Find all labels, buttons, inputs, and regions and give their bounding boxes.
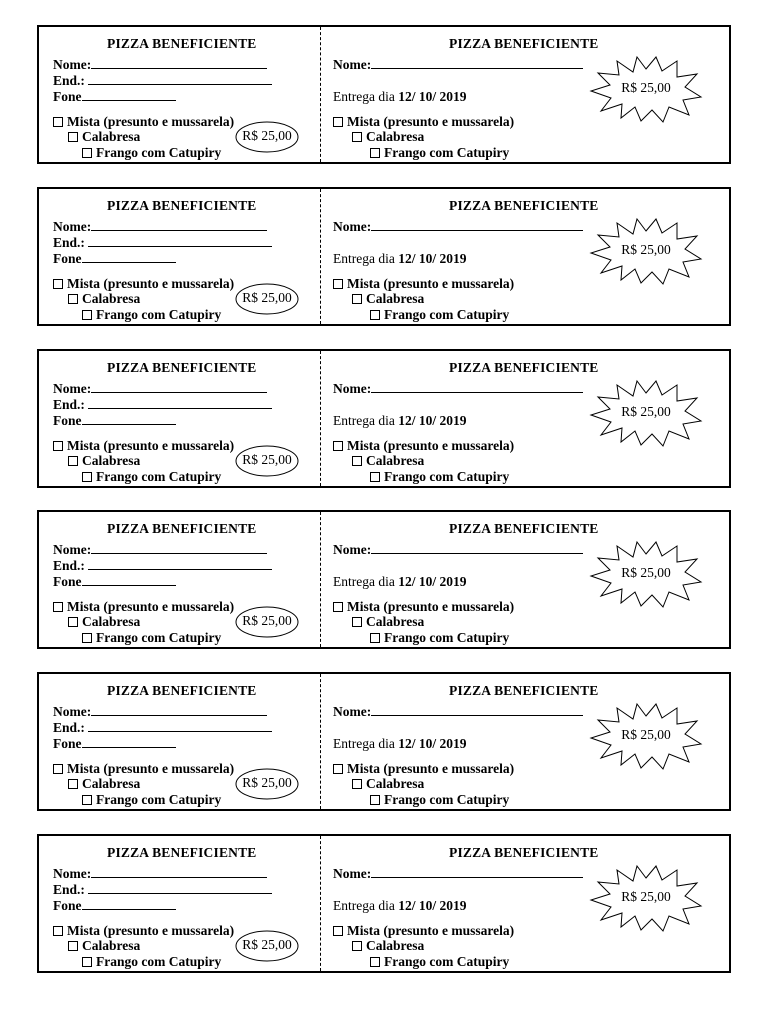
price-label-right: R$ 25,00 [621, 403, 671, 419]
option-frango-label: Frango com Catupiry [96, 306, 222, 322]
delivery-date-value: 12/ 10/ 2019 [398, 412, 467, 428]
checkbox-calabresa[interactable] [68, 132, 78, 142]
option-calabresa-label: Calabresa [82, 129, 141, 144]
name-field-left[interactable] [53, 57, 267, 73]
address-line[interactable] [88, 720, 272, 732]
price-label-right: R$ 25,00 [621, 889, 671, 904]
name-line[interactable] [371, 866, 583, 878]
phone-label: Fone [53, 89, 82, 104]
checkbox-calabresa[interactable] [352, 294, 362, 304]
address-line[interactable] [88, 235, 272, 247]
option-frango-label: Frango com Catupiry [96, 630, 222, 646]
price-label-left: R$ 25,00 [242, 128, 292, 143]
address-label: End.: [53, 882, 85, 897]
address-line[interactable] [88, 882, 272, 894]
price-label-left: R$ 25,00 [242, 775, 292, 791]
checkbox-frango[interactable] [82, 957, 92, 967]
price-label-right: R$ 25,00 [621, 565, 671, 581]
checkbox-mista[interactable] [53, 764, 63, 774]
delivery-date-value: 12/ 10/ 2019 [398, 736, 467, 752]
name-label: Nome: [53, 380, 92, 396]
price-starburst [589, 217, 703, 285]
phone-line[interactable] [82, 251, 176, 263]
option-mista-right[interactable] [333, 923, 514, 939]
option-frango-label: Frango com Catupiry [384, 468, 510, 484]
checkbox-frango[interactable] [82, 633, 92, 643]
checkbox-mista[interactable] [333, 602, 343, 612]
option-calabresa-left[interactable] [68, 938, 140, 954]
delivery-prefix: Entrega dia [333, 250, 395, 266]
address-field[interactable] [53, 397, 272, 413]
name-line[interactable] [91, 381, 267, 393]
name-line[interactable] [371, 542, 583, 554]
ticket-title-left: PIZZA BENEFICIENTE [107, 359, 257, 375]
name-label: Nome: [53, 57, 92, 72]
name-field-right[interactable] [333, 866, 583, 882]
option-frango-left[interactable] [82, 792, 221, 808]
address-label: End.: [53, 558, 85, 574]
option-mista-label: Mista (presunto e mussarela) [347, 437, 515, 453]
option-mista-label: Mista (presunto e mussarela) [67, 761, 235, 777]
address-field[interactable] [53, 73, 272, 89]
option-calabresa-left[interactable] [68, 776, 140, 792]
price-oval [235, 930, 299, 962]
checkbox-mista[interactable] [333, 441, 343, 451]
price-oval [235, 283, 299, 315]
delivery-date-value: 12/ 10/ 2019 [398, 898, 467, 913]
address-label: End.: [53, 234, 85, 250]
option-frango-right[interactable] [370, 469, 509, 485]
price-starburst [589, 702, 703, 770]
delivery-date-value: 12/ 10/ 2019 [398, 250, 467, 266]
price-label-left: R$ 25,00 [242, 289, 292, 305]
option-frango-label: Frango com Catupiry [384, 954, 510, 969]
checkbox-mista[interactable] [53, 279, 63, 289]
ticket-title-left: PIZZA BENEFICIENTE [107, 521, 257, 537]
phone-field[interactable] [53, 736, 176, 752]
name-label: Nome: [53, 542, 92, 558]
cut-line [320, 674, 321, 809]
name-line[interactable] [91, 704, 267, 716]
name-field-right[interactable] [333, 542, 583, 558]
option-frango-right[interactable] [370, 145, 509, 161]
checkbox-calabresa[interactable] [352, 617, 362, 627]
address-line[interactable] [88, 397, 272, 409]
checkbox-mista[interactable] [333, 764, 343, 774]
option-mista-left[interactable] [53, 761, 234, 777]
option-mista-left[interactable] [53, 599, 234, 615]
checkbox-frango[interactable] [370, 795, 380, 805]
checkbox-calabresa[interactable] [68, 617, 78, 627]
cut-line [320, 27, 321, 162]
phone-line[interactable] [82, 574, 176, 586]
cut-line [320, 512, 321, 647]
option-frango-label: Frango com Catupiry [384, 792, 510, 808]
ticket-title-right: PIZZA BENEFICIENTE [449, 683, 599, 699]
option-mista-label: Mista (presunto e mussarela) [347, 923, 515, 938]
option-calabresa-label: Calabresa [82, 938, 141, 953]
phone-field[interactable] [53, 251, 176, 267]
phone-line[interactable] [82, 413, 176, 425]
address-line[interactable] [88, 558, 272, 570]
name-label: Nome: [53, 704, 92, 720]
option-frango-right[interactable] [370, 307, 509, 323]
option-frango-label: Frango com Catupiry [96, 468, 222, 484]
name-field-right[interactable] [333, 57, 583, 73]
price-label-right: R$ 25,00 [621, 80, 671, 95]
checkbox-frango[interactable] [82, 795, 92, 805]
address-label: End.: [53, 396, 85, 412]
option-frango-label: Frango com Catupiry [96, 145, 222, 160]
name-line[interactable] [91, 57, 267, 69]
address-field[interactable] [53, 235, 272, 251]
delivery-date [333, 574, 467, 590]
name-field-right[interactable] [333, 381, 583, 397]
phone-label: Fone [53, 250, 82, 266]
ticket-title-right: PIZZA BENEFICIENTE [449, 36, 599, 51]
option-frango-left[interactable] [82, 469, 221, 485]
option-calabresa-label: Calabresa [366, 452, 425, 468]
phone-field[interactable] [53, 413, 176, 429]
checkbox-calabresa[interactable] [352, 779, 362, 789]
checkbox-frango[interactable] [370, 310, 380, 320]
option-mista-right[interactable] [333, 761, 514, 777]
option-calabresa-left[interactable] [68, 614, 140, 630]
checkbox-mista[interactable] [53, 926, 63, 936]
phone-label: Fone [53, 898, 82, 913]
checkbox-frango[interactable] [370, 633, 380, 643]
name-line[interactable] [371, 57, 583, 69]
ticket-title-right: PIZZA BENEFICIENTE [449, 197, 599, 213]
delivery-prefix: Entrega dia [333, 89, 395, 104]
option-calabresa-right[interactable] [352, 129, 424, 145]
checkbox-frango[interactable] [82, 310, 92, 320]
name-field-left[interactable] [53, 866, 267, 882]
ticket-title-left: PIZZA BENEFICIENTE [107, 683, 257, 699]
address-line[interactable] [88, 73, 272, 85]
checkbox-frango[interactable] [370, 957, 380, 967]
name-label: Nome: [333, 704, 372, 720]
name-label: Nome: [333, 866, 372, 881]
name-field-left[interactable] [53, 704, 267, 720]
option-frango-label: Frango com Catupiry [96, 792, 222, 808]
price-label-right: R$ 25,00 [621, 727, 671, 743]
phone-line[interactable] [82, 898, 176, 910]
price-label-left: R$ 25,00 [242, 451, 292, 467]
checkbox-mista[interactable] [333, 279, 343, 289]
name-label: Nome: [333, 57, 372, 72]
address-field[interactable] [53, 558, 272, 574]
checkbox-calabresa[interactable] [352, 456, 362, 466]
price-starburst [589, 540, 703, 608]
price-starburst [589, 379, 703, 447]
option-frango-right[interactable] [370, 630, 509, 646]
delivery-prefix: Entrega dia [333, 736, 395, 752]
option-mista-label: Mista (presunto e mussarela) [347, 114, 515, 129]
address-field[interactable] [53, 720, 272, 736]
checkbox-frango[interactable] [82, 148, 92, 158]
name-line[interactable] [91, 866, 267, 878]
checkbox-calabresa[interactable] [352, 132, 362, 142]
price-label-right: R$ 25,00 [621, 241, 671, 257]
option-frango-left[interactable] [82, 307, 221, 323]
option-calabresa-right[interactable] [352, 938, 424, 954]
option-frango-label: Frango com Catupiry [384, 306, 510, 322]
name-line[interactable] [371, 381, 583, 393]
ticket-title-left: PIZZA BENEFICIENTE [107, 845, 257, 860]
option-calabresa-right[interactable] [352, 291, 424, 307]
phone-line[interactable] [82, 736, 176, 748]
name-line[interactable] [371, 704, 583, 716]
cut-line [320, 351, 321, 486]
phone-line[interactable] [82, 89, 176, 101]
option-calabresa-left[interactable] [68, 129, 140, 145]
option-calabresa-label: Calabresa [366, 290, 425, 306]
name-label: Nome: [333, 380, 372, 396]
checkbox-mista[interactable] [53, 117, 63, 127]
option-mista-left[interactable] [53, 114, 234, 130]
ticket-title-left: PIZZA BENEFICIENTE [107, 36, 257, 51]
option-frango-label: Frango com Catupiry [96, 954, 222, 969]
option-mista-right[interactable] [333, 599, 514, 615]
price-oval [235, 121, 299, 153]
name-field-left[interactable] [53, 219, 267, 235]
option-calabresa-right[interactable] [352, 776, 424, 792]
name-line[interactable] [91, 542, 267, 554]
name-label: Nome: [333, 218, 372, 234]
option-frango-right[interactable] [370, 954, 509, 970]
price-starburst [589, 864, 703, 932]
ticket-title-right: PIZZA BENEFICIENTE [449, 521, 599, 537]
option-calabresa-label: Calabresa [82, 290, 141, 306]
delivery-prefix: Entrega dia [333, 412, 395, 428]
price-starburst [589, 55, 703, 123]
option-mista-label: Mista (presunto e mussarela) [67, 114, 235, 129]
option-mista-label: Mista (presunto e mussarela) [67, 275, 235, 291]
name-label: Nome: [53, 218, 92, 234]
delivery-date [333, 89, 467, 105]
option-calabresa-label: Calabresa [366, 776, 425, 792]
phone-label: Fone [53, 736, 82, 752]
phone-label: Fone [53, 574, 82, 590]
option-mista-label: Mista (presunto e mussarela) [347, 761, 515, 777]
option-mista-right[interactable] [333, 114, 514, 130]
price-oval [235, 445, 299, 477]
delivery-date [333, 413, 467, 429]
price-label-left: R$ 25,00 [242, 937, 292, 952]
checkbox-mista[interactable] [333, 926, 343, 936]
option-calabresa-left[interactable] [68, 453, 140, 469]
name-field-right[interactable] [333, 704, 583, 720]
ticket-title-left: PIZZA BENEFICIENTE [107, 197, 257, 213]
option-calabresa-label: Calabresa [82, 452, 141, 468]
delivery-date-value: 12/ 10/ 2019 [398, 89, 467, 104]
price-oval [235, 768, 299, 800]
option-mista-label: Mista (presunto e mussarela) [67, 599, 235, 615]
option-frango-label: Frango com Catupiry [384, 145, 510, 160]
checkbox-calabresa[interactable] [68, 941, 78, 951]
delivery-prefix: Entrega dia [333, 898, 395, 913]
option-calabresa-right[interactable] [352, 614, 424, 630]
phone-label: Fone [53, 412, 82, 428]
cut-line [320, 189, 321, 324]
option-calabresa-label: Calabresa [82, 776, 141, 792]
price-oval [235, 606, 299, 638]
ticket-title-right: PIZZA BENEFICIENTE [449, 359, 599, 375]
option-mista-label: Mista (presunto e mussarela) [67, 923, 235, 938]
delivery-date [333, 898, 467, 914]
option-mista-label: Mista (presunto e mussarela) [67, 437, 235, 453]
cut-line [320, 836, 321, 971]
checkbox-frango[interactable] [82, 472, 92, 482]
name-label: Nome: [333, 542, 372, 558]
name-field-left[interactable] [53, 381, 267, 397]
phone-field[interactable] [53, 898, 176, 914]
checkbox-frango[interactable] [370, 148, 380, 158]
option-calabresa-label: Calabresa [82, 614, 141, 630]
pizza-ticket [37, 187, 731, 326]
name-line[interactable] [91, 219, 267, 231]
checkbox-calabresa[interactable] [68, 456, 78, 466]
checkbox-mista[interactable] [333, 117, 343, 127]
pizza-ticket [37, 672, 731, 811]
pizza-ticket [37, 834, 731, 973]
address-label: End.: [53, 720, 85, 736]
option-mista-label: Mista (presunto e mussarela) [347, 599, 515, 615]
delivery-date-value: 12/ 10/ 2019 [398, 574, 467, 590]
ticket-title-right: PIZZA BENEFICIENTE [449, 845, 599, 860]
pizza-ticket [37, 510, 731, 649]
option-mista-left[interactable] [53, 438, 234, 454]
checkbox-calabresa[interactable] [68, 294, 78, 304]
delivery-date [333, 251, 467, 267]
checkbox-calabresa[interactable] [352, 941, 362, 951]
address-field[interactable] [53, 882, 272, 898]
address-label: End.: [53, 73, 85, 88]
delivery-date [333, 736, 467, 752]
option-frango-left[interactable] [82, 630, 221, 646]
option-mista-label: Mista (presunto e mussarela) [347, 275, 515, 291]
option-mista-left[interactable] [53, 276, 234, 292]
name-field-right[interactable] [333, 219, 583, 235]
option-mista-right[interactable] [333, 438, 514, 454]
option-calabresa-label: Calabresa [366, 614, 425, 630]
pizza-ticket [37, 25, 731, 164]
option-calabresa-label: Calabresa [366, 129, 425, 144]
option-frango-right[interactable] [370, 792, 509, 808]
option-frango-label: Frango com Catupiry [384, 630, 510, 646]
delivery-prefix: Entrega dia [333, 574, 395, 590]
checkbox-calabresa[interactable] [68, 779, 78, 789]
phone-field[interactable] [53, 574, 176, 590]
option-mista-right[interactable] [333, 276, 514, 292]
option-mista-left[interactable] [53, 923, 234, 939]
checkbox-mista[interactable] [53, 441, 63, 451]
name-field-left[interactable] [53, 542, 267, 558]
option-frango-left[interactable] [82, 954, 221, 970]
option-calabresa-right[interactable] [352, 453, 424, 469]
option-calabresa-label: Calabresa [366, 938, 425, 953]
option-frango-left[interactable] [82, 145, 221, 161]
name-line[interactable] [371, 219, 583, 231]
option-calabresa-left[interactable] [68, 291, 140, 307]
checkbox-mista[interactable] [53, 602, 63, 612]
pizza-ticket [37, 349, 731, 488]
checkbox-frango[interactable] [370, 472, 380, 482]
price-label-left: R$ 25,00 [242, 613, 292, 629]
name-label: Nome: [53, 866, 92, 881]
phone-field[interactable] [53, 89, 176, 105]
